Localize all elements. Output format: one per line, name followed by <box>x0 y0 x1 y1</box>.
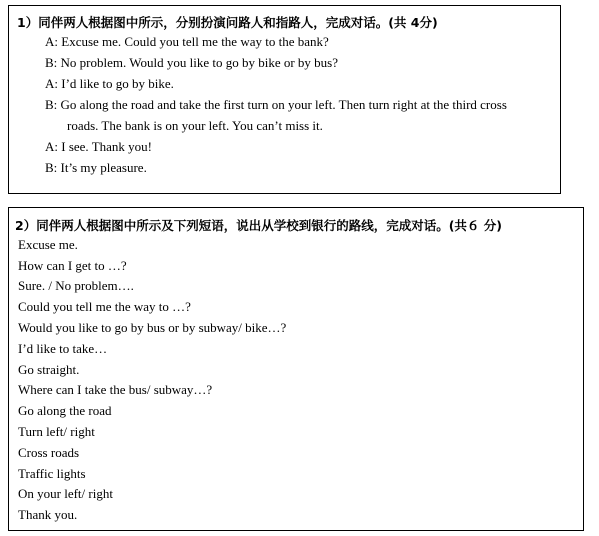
phrase-item: Sure. / No problem…. <box>18 278 134 293</box>
dialogue-line: A: I see. Thank you! <box>45 139 152 154</box>
task1-heading: 1）同伴两人根据图中所示，分别扮演问路人和指路人，完成对话。(共 4分) <box>17 15 438 30</box>
phrase-item: Thank you. <box>18 507 78 522</box>
phrase-item: Could you tell me the way to …? <box>18 299 191 314</box>
phrase-item: Go along the road <box>18 403 112 418</box>
phrase-item: Cross roads <box>18 445 80 460</box>
phrase-item: Traffic lights <box>18 466 86 481</box>
phrase-item: How can I get to …? <box>18 258 127 273</box>
phrases-task-box <box>8 207 584 531</box>
dialogue-line: B: Go along the road and take the first turn on your left. Then turn right at the third cross <box>45 97 507 112</box>
dialogue-line: B: It’s my pleasure. <box>45 160 147 175</box>
phrase-item: Go straight. <box>18 362 80 377</box>
phrase-item: Would you like to go by bus or by subway/ bike…? <box>18 320 287 335</box>
dialogue-line: A: I’d like to go by bike. <box>45 76 174 91</box>
dialogue-line-continuation: roads. The bank is on your left. You can’t miss it. <box>67 118 323 133</box>
dialogue-line: A: Excuse me. Could you tell me the way to the bank? <box>45 34 329 49</box>
phrase-item: Excuse me. <box>18 237 78 252</box>
dialogue-line: B: No problem. Would you like to go by bike or by bus? <box>45 55 338 70</box>
phrase-item: On your left/ right <box>18 486 113 501</box>
phrase-item: Turn left/ right <box>18 424 95 439</box>
phrase-item: I’d like to take… <box>18 341 108 356</box>
task2-heading: 2）同伴两人根据图中所示及下列短语，说出从学校到银行的路线，完成对话。(共６ 分) <box>15 218 502 233</box>
phrase-item: Where can I take the bus/ subway…? <box>18 382 213 397</box>
dialogue-task-box <box>8 5 561 194</box>
